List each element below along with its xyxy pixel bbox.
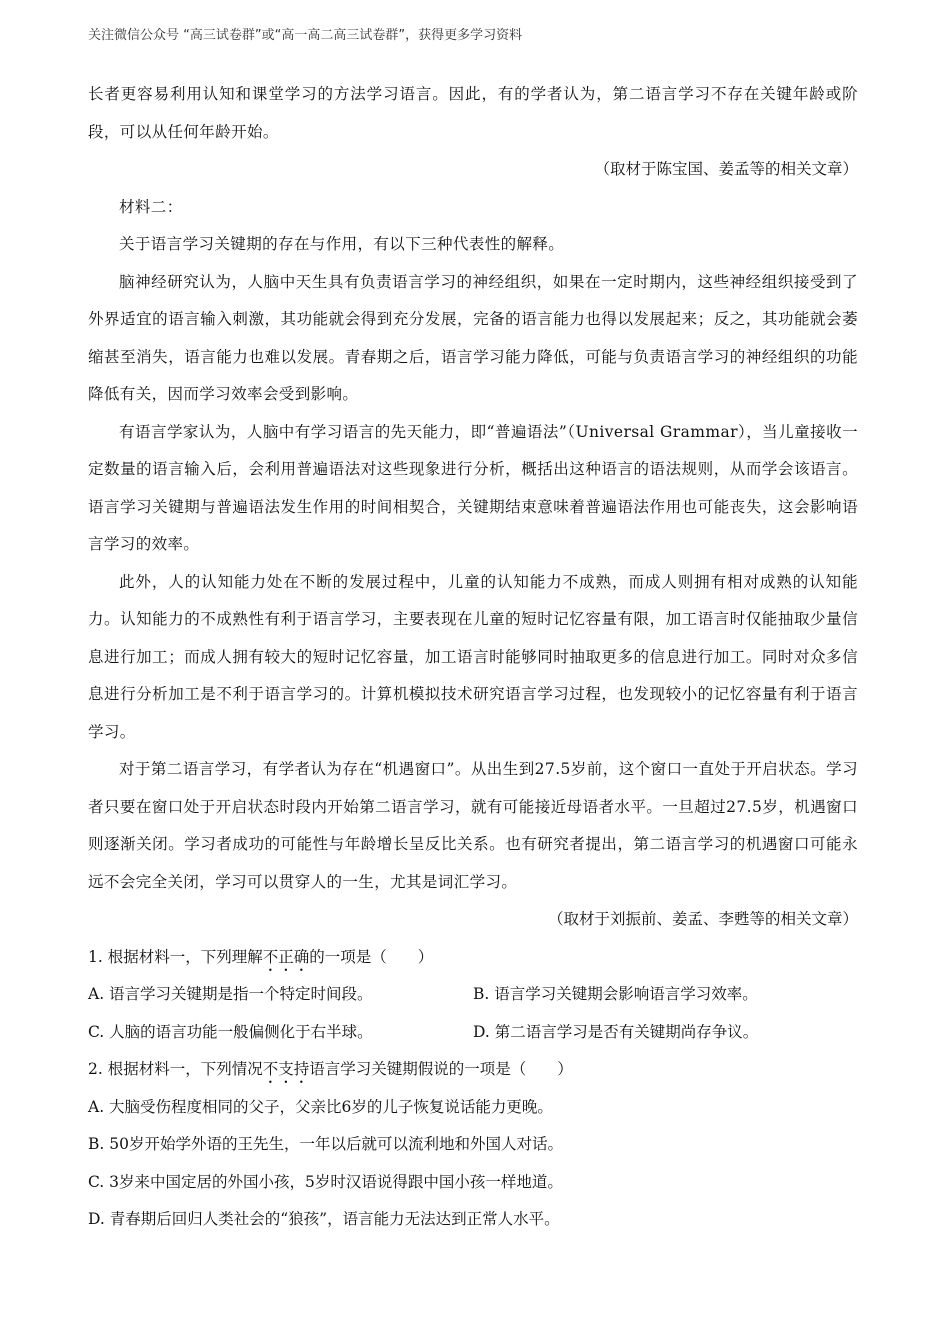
q2-option-a: A. 大脑受伤程度相同的父子，父亲比6岁的儿子恢复说话能力更晚。 — [88, 1097, 553, 1116]
material1-tail: 长者更容易利用认知和课堂学习的方法学习语言。因此，有的学者认为，第二语言学习不存在关键年龄或阶段，可以从任何年龄开始。 — [88, 85, 858, 141]
q1-option-c: C. 人脑的语言功能一般偏侧化于右半球。 — [88, 1022, 373, 1041]
question-1-suffix: 的一项是（ ） — [309, 947, 434, 966]
source-note-1: （取材于陈宝国、姜孟等的相关文章） — [594, 160, 858, 178]
q2-option-b: B. 50岁开始学外语的王先生，一年以后就可以流利地和外国人对话。 — [88, 1135, 563, 1153]
question-2-suffix: 语言学习关键期假说的一项是（ ） — [309, 1060, 573, 1078]
material2-paragraph: 对于第二语言学习，有学者认为存在“机遇窗口”。从出生到27.5岁前，这个窗口一直处于开启状态。学习者只要在窗口处于开启状态时段内开始第二语言学习，就有可能接近母语者水平。一旦超过27.5岁，机遇窗口则逐渐关闭。学习者成功的可能性与年龄增长呈反比关系。也有研究者提出，第二语言学习的机遇窗口可能永远不会完全关闭，学习可以贯穿人的一生，尤其是词汇学习。 — [88, 760, 858, 891]
material2-paragraph: 此外，人的认知能力处在不断的发展过程中，儿童的认知能力不成熟，而成人则拥有相对成熟的认知能力。认知能力的不成熟性有利于语言学习，主要表现在儿童的短时记忆容量有限，加工语言时仅能抽取少量信息进行加工；而成人拥有较大的短时记忆容量，加工语言时能够同时抽取更多的信息进行加工。同时对众多信息进行分析加工是不利于语言学习的。计算机模拟技术研究语言学习过程，也发现较小的记忆容量有利于语言学习。 — [88, 572, 858, 741]
page-header: 关注微信公众号 “高三试卷群”或“高一高二高三试卷群”，获得更多学习资料 — [88, 28, 523, 43]
document-body — [88, 76, 858, 1239]
q2-option-d: D. 青春期后回归人类社会的“狼孩”，语言能力无法达到正常人水平。 — [88, 1210, 560, 1228]
question-2-prefix: 2. 根据材料一，下列情况 — [88, 1060, 263, 1078]
q2-option-c: C. 3岁来中国定居的外国小孩，5岁时汉语说得跟中国小孩一样地道。 — [88, 1172, 563, 1191]
question-2-emphasis: 不支持 — [262, 1060, 310, 1078]
q1-option-d: D. 第二语言学习是否有关键期尚存争议。 — [473, 1022, 759, 1041]
material2-title: 材料二： — [119, 197, 183, 216]
material2-paragraph: 关于语言学习关键期的存在与作用，有以下三种代表性的解释。 — [119, 235, 565, 253]
question-1-prefix: 1. 根据材料一，下列理解 — [88, 947, 263, 966]
q1-option-a: A. 语言学习关键期是指一个特定时间段。 — [88, 985, 373, 1003]
question-2 — [88, 1051, 858, 1089]
question-1-options-row — [88, 1014, 858, 1052]
source-note-2: （取材于刘振前、姜孟、李甦等的相关文章） — [547, 910, 858, 928]
material2-paragraph: 有语言学家认为，人脑中有学习语言的先天能力，即“普遍语法”（Universal Grammar），当儿童接收一定数量的语言输入后，会利用普遍语法对这些现象进行分析，概括出这种语言的语法规则，从而学会该语言。语言学习关键期与普遍语法发生作用的时间相契合，关键期结束意味着普遍语法作用也可能丧失，这会影响语言学习的效率。 — [88, 422, 858, 553]
question-1 — [88, 939, 858, 977]
question-1-emphasis: 不正确 — [262, 947, 310, 966]
material2-paragraph: 脑神经研究认为，人脑中天生具有负责语言学习的神经组织，如果在一定时期内，这些神经组织接受到了外界适宜的语言输入刺激，其功能就会得到充分发展，完备的语言能力也得以发展起来；反之，其功能就会萎缩甚至消失，语言能力也难以发展。青春期之后，语言学习能力降低，可能与负责语言学习的神经组织的功能降低有关，因而学习效率会受到影响。 — [88, 272, 858, 403]
q1-option-b: B. 语言学习关键期会影响语言学习效率。 — [473, 985, 758, 1003]
question-1-options-row — [88, 976, 858, 1014]
